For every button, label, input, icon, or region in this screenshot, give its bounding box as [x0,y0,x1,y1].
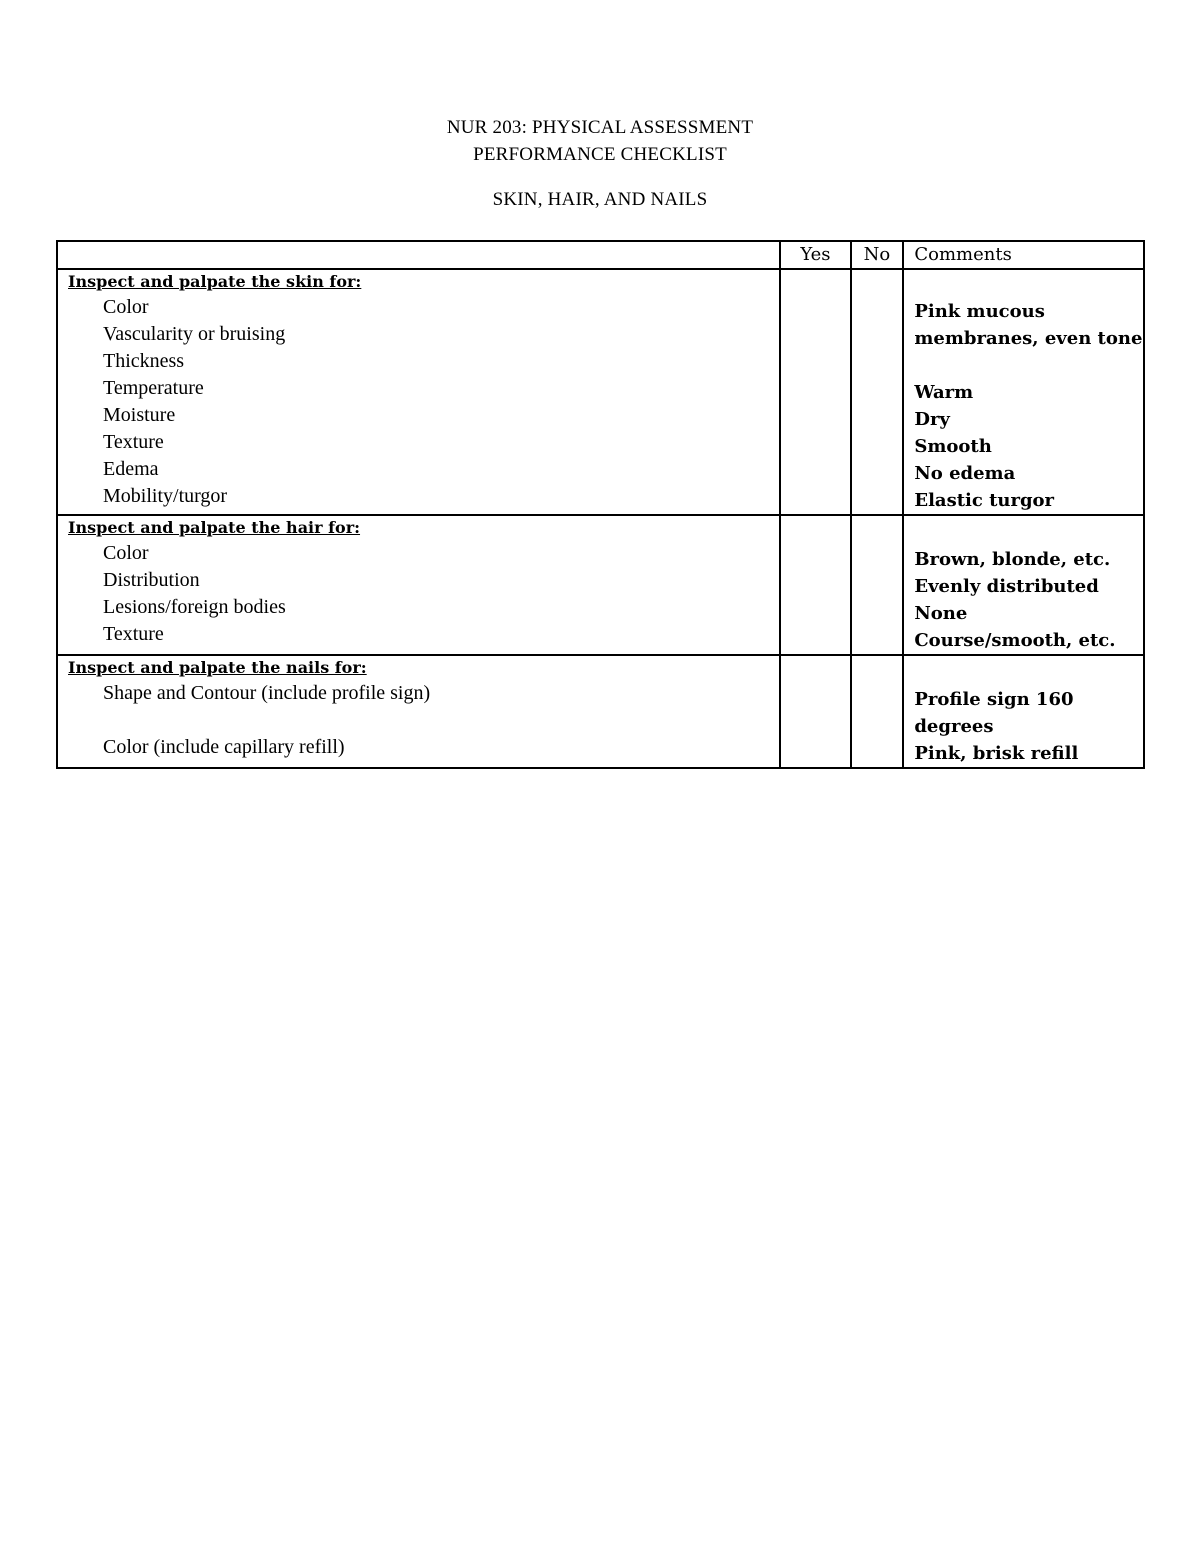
hair-comments-cell [903,515,1144,655]
header-comments: Comments [903,241,1144,269]
comment-text: Brown, blonde, etc. [914,549,1111,570]
comment-text: No edema [914,463,1016,484]
header-no: No [851,241,904,269]
section-title-skin: Inspect and palpate the skin for: [68,272,362,291]
nails-items-cell [57,655,780,768]
nails-yes-checkbox-cell[interactable] [780,655,850,768]
table-header-row [57,241,1144,269]
header-yes: Yes [780,241,850,269]
list-item: Texture [103,623,164,645]
list-item: Color [103,296,149,318]
comment-text: Evenly distributed [914,576,1099,597]
table-row-nails [57,655,1144,768]
hair-yes-checkbox-cell[interactable] [780,515,850,655]
document-title: NUR 203: PHYSICAL ASSESSMENT [446,117,754,138]
list-item: Temperature [103,377,204,399]
comment-text: Elastic turgor [914,490,1055,511]
list-item: Color [103,542,149,564]
list-item: Mobility/turgor [103,485,228,507]
skin-no-checkbox-cell[interactable] [851,269,904,515]
list-item: Texture [103,431,164,453]
comment-text: Pink, brisk refill [914,743,1079,764]
header-item [57,241,780,269]
comment-text: Warm [914,382,974,403]
comment-text: Smooth [914,436,992,457]
table-row-hair [57,515,1144,655]
nails-no-checkbox-cell[interactable] [851,655,904,768]
document-subtitle: PERFORMANCE CHECKLIST [473,144,727,165]
list-item: Edema [103,458,159,480]
list-item: Distribution [103,569,200,591]
performance-checklist-table [56,240,1145,769]
comment-text: None [914,603,968,624]
nails-comments-cell [903,655,1144,768]
list-item: Shape and Contour (include profile sign) [103,682,431,704]
list-item: Vascularity or bruising [103,323,286,345]
section-title-nails: Inspect and palpate the nails for: [68,658,367,677]
skin-items-cell [57,269,780,515]
hair-no-checkbox-cell[interactable] [851,515,904,655]
hair-items-cell [57,515,780,655]
table-row-skin [57,269,1144,515]
list-item: Lesions/foreign bodies [103,596,286,618]
skin-yes-checkbox-cell[interactable] [780,269,850,515]
list-item: Thickness [103,350,185,372]
comment-text: Dry [914,409,950,430]
skin-comments-cell [903,269,1144,515]
list-item: Color (include capillary refill) [103,736,345,758]
comment-text: Course/smooth, etc. [914,630,1116,651]
comment-text: Pink mucous membranes, even tone [914,301,1143,349]
section-heading: SKIN, HAIR, AND NAILS [492,189,708,210]
comment-text: Profile sign 160 degrees [914,689,1074,737]
section-title-hair: Inspect and palpate the hair for: [68,518,361,537]
list-item: Moisture [103,404,176,426]
